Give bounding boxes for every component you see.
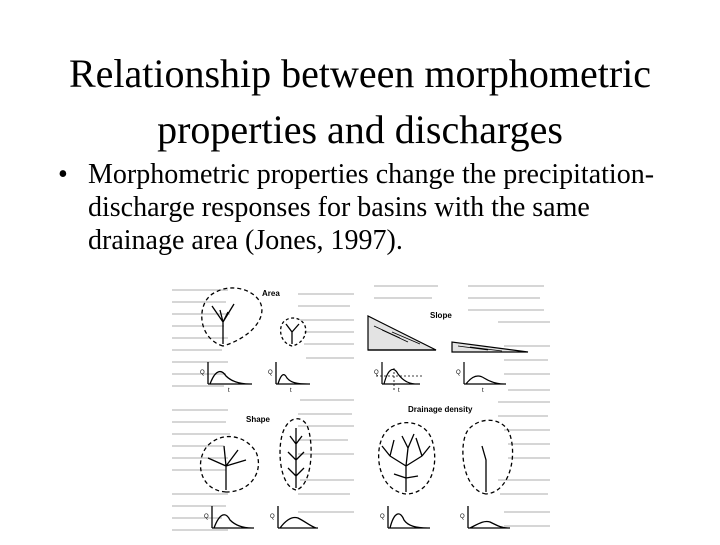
svg-text:Q: Q (268, 370, 273, 376)
large-basin-outline (202, 288, 262, 346)
svg-text:Q: Q (374, 370, 379, 376)
svg-text:t: t (398, 388, 400, 394)
axis-letters (200, 370, 484, 520)
svg-text:Q: Q (380, 514, 385, 520)
basin-figure (168, 280, 554, 540)
round-basin-stream (208, 446, 246, 490)
svg-text:t: t (290, 388, 292, 394)
dense-basin-stream (382, 434, 430, 492)
bullet-item (58, 158, 678, 257)
bullet-icon: • (58, 159, 68, 190)
svg-text:t: t (482, 388, 484, 394)
round-basin-outline (200, 437, 258, 492)
background-text-texture (172, 286, 550, 530)
slope-hydrograph-2 (464, 362, 506, 384)
shape-hydrograph-2 (278, 506, 318, 528)
sparse-basin-stream (482, 446, 486, 492)
sparse-basin-outline (463, 420, 513, 494)
slope-label: Slope (430, 311, 452, 320)
area-hydrograph-1 (208, 362, 252, 384)
svg-text:Q: Q (270, 514, 275, 520)
slide-title: Relationship between morphometric properties and discharges (68, 51, 652, 152)
area-label: Area (262, 289, 280, 298)
small-basin-outline (281, 318, 306, 346)
svg-text:Q: Q (204, 514, 209, 520)
shape-label: Shape (246, 415, 271, 424)
steep-slope-wedge (368, 316, 436, 350)
small-basin-stream (286, 324, 299, 344)
svg-text:Q: Q (200, 370, 205, 376)
svg-text:Q: Q (456, 370, 461, 376)
density-panel (379, 420, 513, 528)
density-hydrograph-1 (388, 506, 430, 528)
elongated-basin-stream (288, 428, 304, 488)
area-hydrograph-2 (276, 362, 310, 384)
svg-text:Q: Q (460, 514, 465, 520)
bullet-text: Morphometric properties change the precipitation-discharge responses for basins with the same drainage area (Jones, 1997). (88, 159, 655, 256)
svg-text:t: t (228, 388, 230, 394)
density-hydrograph-2 (468, 506, 510, 528)
basin-diagram (168, 280, 554, 540)
slope-hydrograph-1 (382, 362, 420, 384)
shape-hydrograph-1 (212, 506, 254, 528)
density-label: Drainage density (408, 405, 473, 414)
slope-panel (368, 316, 528, 392)
slope-dashed-guide (376, 368, 424, 392)
